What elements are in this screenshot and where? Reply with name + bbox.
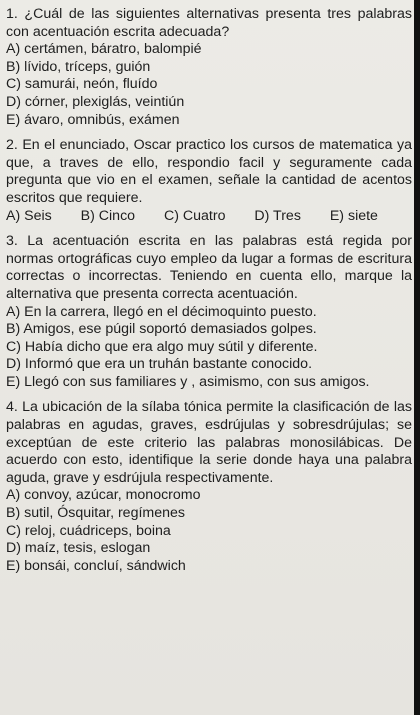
question-3-text: 3. La acentuación escrita en las palabras está regida por normas ortográficas cuyo empleo da lugar a formas de escritura correctas o incorrectas. Teniendo en cuenta ello, marque la alternativa que presenta correcta acentuación.: [6, 233, 412, 302]
question-2-options: [6, 208, 412, 226]
option-1e: E) ávaro, omnibús, exámen: [6, 111, 180, 128]
question-3: [6, 233, 412, 391]
option-2e: E) siete: [329, 207, 378, 224]
question-4: [6, 399, 412, 575]
question-3-options: [6, 304, 412, 392]
question-1-options: [6, 41, 412, 129]
option-2a: A) Seis: [6, 207, 52, 224]
page-edge-shadow: [414, 0, 420, 715]
option-4c: C) reloj, cuádriceps, boina: [6, 522, 171, 539]
option-4d: D) maíz, tesis, eslogan: [6, 540, 151, 557]
option-2c: C) Cuatro: [163, 207, 226, 224]
option-3b: B) Amigos, ese púgil soportó demasiados golpes.: [6, 321, 317, 338]
option-4b: B) sutil, Ósquitar, regímenes: [6, 505, 185, 522]
option-1b: B) lívido, tríceps, guión: [6, 58, 151, 75]
option-3e: E) Llegó con sus familiares y , asimismo, con sus amigos.: [6, 373, 370, 390]
option-3d: D) Informó que era un truhán bastante conocido.: [6, 356, 313, 373]
option-3a: A) En la carrera, llegó en el décimoquinto puesto.: [6, 303, 317, 320]
question-2: [6, 137, 412, 225]
option-1c: C) samurái, neón, fluído: [6, 76, 158, 93]
question-1-text: 1. ¿Cuál de las siguientes alternativas presenta tres palabras con acentuación escrita adecuada?: [6, 6, 412, 40]
option-4e: E) bonsái, concluí, sándwich: [6, 557, 186, 574]
question-1: [6, 6, 412, 129]
question-2-text: 2. En el enunciado, Oscar practico los cursos de matematica ya que, a traves de ello, respondio facil y seguramente cada pregunta que vio en el examen, señale la cantidad de acentos escritos que requiere.: [6, 137, 412, 206]
option-1a: A) certámen, báratro, balompié: [6, 41, 202, 58]
option-1d: D) córner, plexiglás, veintiún: [6, 93, 185, 110]
option-2b: B) Cinco: [80, 207, 136, 224]
question-4-text: 4. La ubicación de la sílaba tónica permite la clasificación de las palabras en agudas, graves, esdrújulas y sobresdrújulas; se exceptúan de este criterio las palabras monosilábicas. De acuerdo con esto, identifique la serie donde haya una palabra aguda, grave y esdrújula respectivamente.: [6, 399, 412, 486]
question-4-options: [6, 487, 412, 575]
option-3c: C) Había dicho que era algo muy sútil y diferente.: [6, 338, 318, 355]
option-2d: D) Tres: [254, 207, 301, 224]
option-4a: A) convoy, azúcar, monocromo: [6, 487, 201, 504]
